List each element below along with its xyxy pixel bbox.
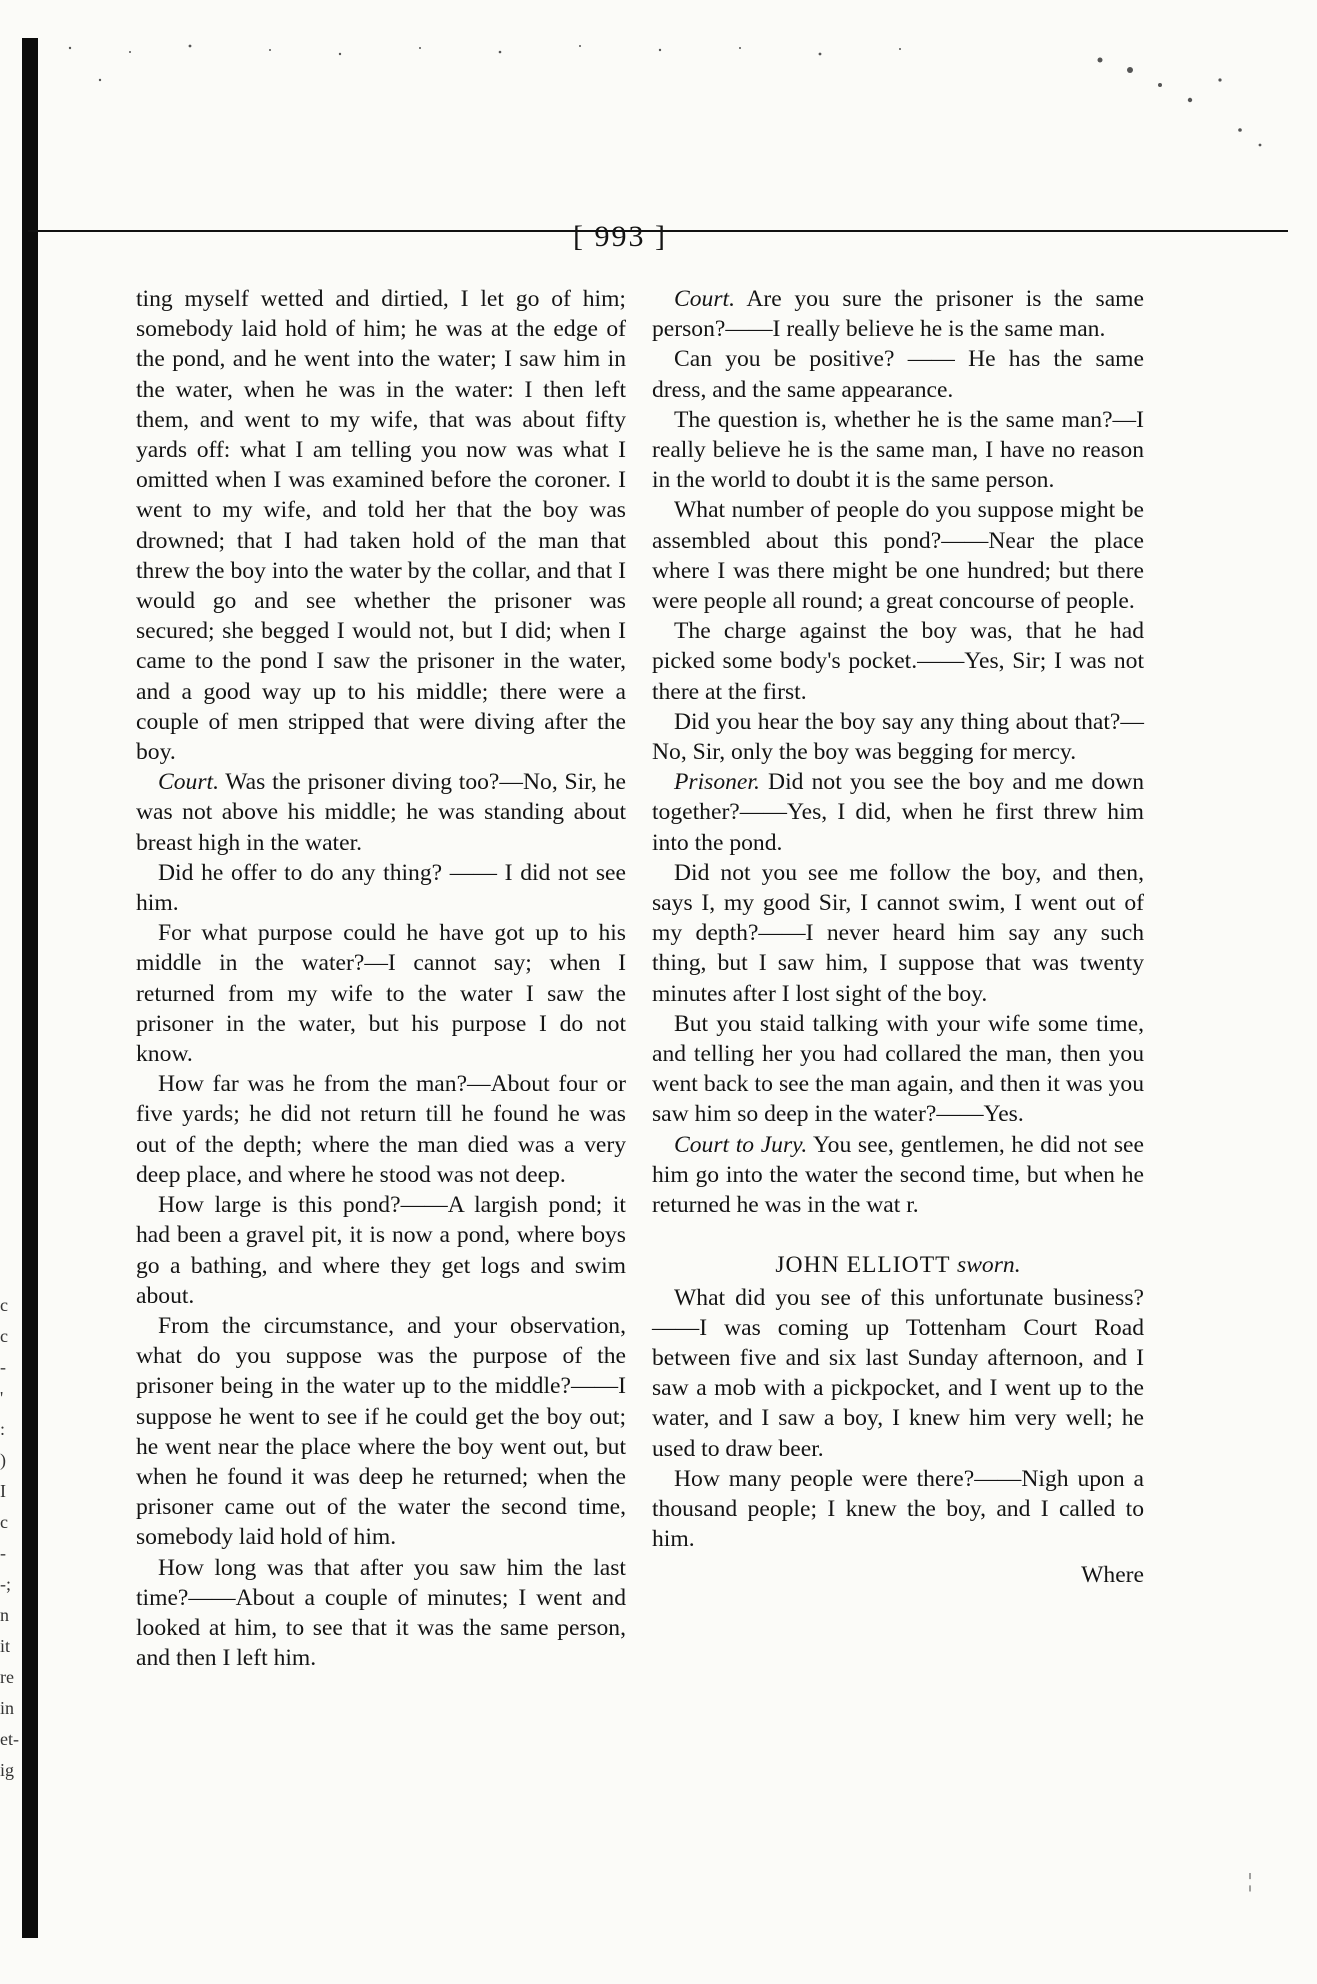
- paragraph: [136, 767, 626, 858]
- paragraph: [136, 284, 626, 767]
- binding-edge: [22, 38, 38, 1938]
- edge-fragment: et-: [0, 1729, 19, 1749]
- paragraph-text: From the circumstance, and your observation, what do you suppose was the purpose of the prisoner being in the water up to the middle?——I suppose he went to see if he could get the boy out; he went near the place where the boy went out, but when he found it was deep he returned; when the prisoner came out of the water the second time, somebody laid hold of him.: [136, 1312, 626, 1551]
- paragraph-text: You see, gentlemen, he did not see him go into the water the second time, but when he returned he was in the wat r.: [652, 1131, 1144, 1219]
- paragraph-text: The charge against the boy was, that he had picked some body's pocket.——Yes, Sir; I was not there at the first.: [652, 618, 1144, 705]
- paragraph: [652, 616, 1144, 707]
- edge-fragment: c: [0, 1512, 8, 1532]
- paragraph: [652, 1283, 1144, 1464]
- paragraph: [136, 1069, 626, 1190]
- paragraph-text: Are you sure the prisoner is the same person?——I really believe he is the same man.: [652, 286, 1144, 343]
- paragraph: [652, 495, 1144, 616]
- speaker-label: Court.: [158, 769, 219, 796]
- paragraph: [652, 1009, 1144, 1130]
- page-number: [ 993 ]: [573, 220, 667, 253]
- edge-fragment: -: [0, 1543, 6, 1563]
- paragraph-text: How large is this pond?——A largish pond; it had been a gravel pit, it is now a pond, where boys go a bathing, and where they get logs and swim about.: [136, 1192, 626, 1309]
- paragraph-text: How long was that after you saw him the last time?——About a couple of minutes; I went and looked at him, to see that it was the same person, and then I left him.: [136, 1554, 626, 1672]
- edge-fragment: c: [0, 1326, 8, 1346]
- paragraph: [652, 1130, 1144, 1221]
- paragraph: [136, 1553, 626, 1674]
- edge-fragment: n: [0, 1605, 9, 1625]
- paragraph: [652, 344, 1144, 404]
- paragraph-text: The question is, whether he is the same man?—I really believe he is the same man, I have no reason in the world to doubt it is the same person.: [652, 406, 1144, 494]
- paragraph-text: What number of people do you suppose might be assembled about this pond?——Near the place where I was there might be one hundred; but there were people all round; a great concourse of people.: [652, 497, 1144, 615]
- edge-fragment: ': [0, 1388, 4, 1408]
- paragraph-text: What did you see of this unfortunate business?——I was coming up Tottenham Court Road between five and six last Sunday afternoon, and I saw a mob with a pickpocket, and I went up to the water, and I saw a boy, I knew him very well; he used to draw beer.: [652, 1284, 1144, 1462]
- edge-fragment: -;: [0, 1574, 11, 1594]
- paragraph: [136, 918, 626, 1069]
- paragraph-text: Did he offer to do any thing? —— I did not see him.: [136, 859, 626, 917]
- previous-page-edge: [0, 1290, 18, 1786]
- paragraph-text: Did you hear the boy say any thing about that?—No, Sir, only the boy was begging for mercy.: [652, 708, 1144, 766]
- paragraph-text: Can you be positive? —— He has the same dress, and the same appearance.: [652, 346, 1144, 403]
- print-specks: [40, 40, 1280, 160]
- paragraph: [136, 858, 626, 918]
- margin-mark: ¦: [1248, 1870, 1253, 1892]
- speaker-label: Court.: [674, 286, 735, 312]
- edge-fragment: in: [0, 1698, 15, 1718]
- paragraph: [652, 707, 1144, 767]
- paragraph-text: Did not you see me follow the boy, and then, says I, my good Sir, I cannot swim, I went out of my depth?——I never heard him say any such thing, but I saw him, I suppose that was twenty minutes after I lost sight of the boy.: [652, 859, 1144, 1007]
- left-column: [136, 284, 626, 1673]
- speaker-label: Prisoner.: [674, 769, 760, 796]
- paragraph: [652, 284, 1144, 344]
- witness-name: JOHN ELLIOTT: [775, 1252, 951, 1279]
- paragraph-text: How far was he from the man?—About four or five yards; he did not return till he found he was out of the depth; where the man died was a very deep place, and where he stood was not deep.: [136, 1071, 626, 1188]
- catchword: Where: [1081, 1562, 1144, 1589]
- edge-fragment: -: [0, 1357, 6, 1377]
- edge-fragment: it: [0, 1636, 11, 1656]
- paragraph-text: For what purpose could he have got up to his middle in the water?—I cannot say; when I returned from my wife to the water I saw the prisoner in the water, but his purpose I do not know.: [136, 920, 626, 1068]
- paragraph: [652, 1464, 1144, 1555]
- edge-fragment: ): [0, 1450, 6, 1470]
- paragraph-text: Did not you see the boy and me down together?——Yes, I did, when he first threw him into the pond.: [652, 769, 1144, 856]
- edge-fragment: :: [0, 1419, 6, 1439]
- edge-fragment: c: [0, 1295, 8, 1315]
- paragraph: [652, 767, 1144, 858]
- edge-fragment: I: [0, 1481, 6, 1501]
- paragraph-text: ting myself wetted and dirtied, I let go of him; somebody laid hold of him; he was at the edge of the pond, and he went into the water; I saw him in the water, when he was in the water: I then left them, and went to my wife, that was about fifty yards off: what I am telling you now was what I omitted when I was examined before the coroner. I went to my wife, and told her that the boy was drowned; that I had taken hold of the man that threw the boy into the water by the collar, and that I would go and see whether the prisoner was secured; she begged I would not, but I did; when I came to the pond I saw the prisoner in the water, and a good way up to his middle; there were a couple of men stripped that were diving after the boy.: [136, 286, 626, 766]
- speaker-label: Court to Jury.: [674, 1131, 808, 1158]
- edge-fragment: ig: [0, 1760, 15, 1780]
- right-column: [652, 284, 1144, 1591]
- paragraph: [136, 1311, 626, 1553]
- paragraph: [652, 858, 1144, 1009]
- paragraph-text: How many people were there?——Nigh upon a thousand people; I knew the boy, and I called to him.: [652, 1465, 1144, 1553]
- paragraph-text: Was the prisoner diving too?—No, Sir, he was not above his middle; he was standing about breast high in the water.: [136, 769, 626, 856]
- paragraph: [136, 1190, 626, 1311]
- paragraph-text: But you staid talking with your wife some time, and telling her you had collared the man, then you went back to see the man again, and then it was you saw him so deep in the water?——Yes.: [652, 1010, 1144, 1128]
- witness-heading: [652, 1250, 1144, 1280]
- witness-sworn: sworn.: [957, 1252, 1021, 1279]
- edge-fragment: re: [0, 1667, 14, 1687]
- paragraph: [652, 405, 1144, 496]
